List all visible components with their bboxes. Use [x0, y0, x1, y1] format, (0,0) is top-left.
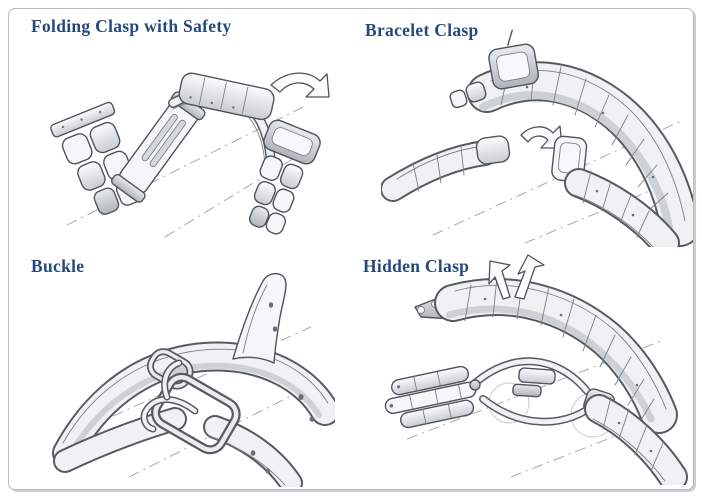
- hidden-clasp-sketch: [363, 253, 691, 485]
- safety-plate: [110, 91, 206, 204]
- bracelet-clasp-sketch: [381, 29, 693, 247]
- fold-direction-arrow-icon: [271, 73, 329, 97]
- panel-title-bracelet-clasp: Bracelet Clasp: [365, 20, 479, 40]
- lower-left-band: [393, 135, 511, 191]
- strap-tongue: [233, 274, 286, 363]
- buckle-sketch: [49, 247, 335, 487]
- folding-clasp-with-safety-sketch: [39, 45, 331, 243]
- left-links: [381, 364, 481, 431]
- tail-link: [449, 89, 468, 109]
- panel-title-hidden-clasp: Hidden Clasp: [363, 256, 470, 276]
- open-clasp-flap: [485, 29, 540, 90]
- panel-title-folding-clasp: Folding Clasp with Safety: [31, 16, 232, 36]
- panel-title-buckle: Buckle: [31, 256, 85, 276]
- clasp-types-card: [8, 8, 694, 490]
